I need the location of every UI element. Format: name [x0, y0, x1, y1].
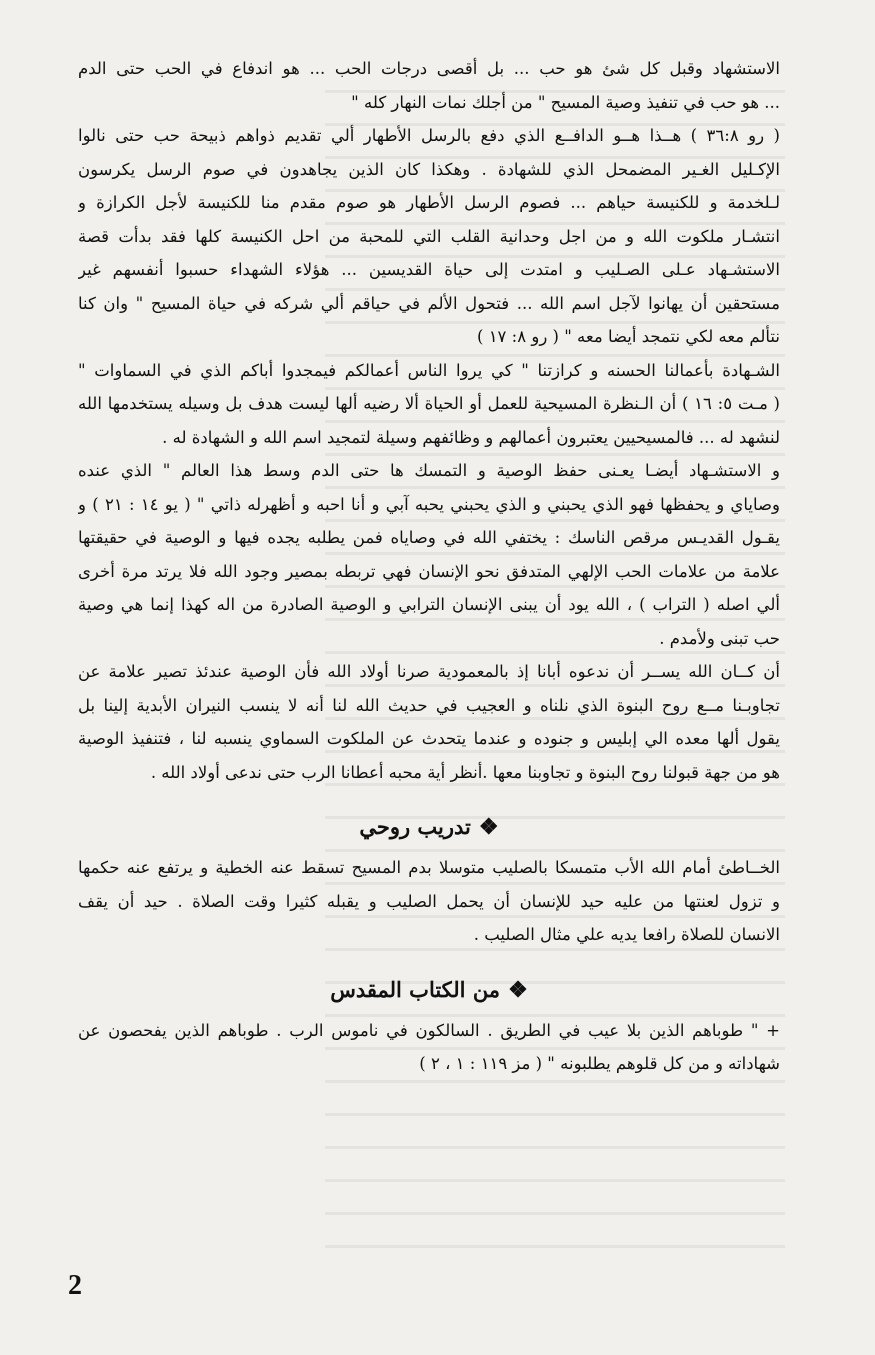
- bible-paragraph: [78, 1014, 780, 1081]
- text-line: أن كــان الله يســر أن ندعوه أبانا إذ بالمعمودية صرنا أولاد الله فأن الوصية عندئذ تصير علامة عن: [78, 662, 780, 681]
- page-number: 2: [68, 1270, 82, 1301]
- paragraph: [78, 454, 780, 655]
- paragraph: [78, 354, 780, 455]
- text-line: ( رو ٣٦:٨ ) هــذا هــو الدافــع الذي دفع بالرسل الأطهار ألي تقديم ذواهم ذبيحة حب حتى نالوا: [78, 126, 780, 145]
- text-line: مستحقين أن يهانوا لآجل اسم الله ... فتحول الألم في حياقم ألي شركه في حياة المسيح " وان كنا: [78, 293, 780, 313]
- paragraph: [78, 119, 780, 354]
- training-paragraph: [78, 851, 780, 952]
- text-line: ( مـت ٥: ١٦ ) أن الـنظرة المسيحية للعمل أو الحياة ألا رضيه ألها ليست هدف بل وسيله يستخدمها الله: [78, 394, 780, 413]
- text-line: تجاوبـنا مــع روح البنوة الذي نلناه و العجيب في حديث الله لنا أنه لا ينسب النيران الأبدية إلينا بل: [78, 695, 780, 715]
- text-line: حب تبنى ولأمدم .: [659, 628, 780, 648]
- diamond-bullet-icon: ❖: [508, 976, 528, 1003]
- text-line: وصاياي و يحفظها فهو الذي يحبني و الذي يحبني يحبه آبي و أنا احبه و أظهرله ذاتي " ( يو ١٤ : ٢١ ) و: [78, 494, 780, 514]
- text-line: الإكـليل الغـير المضمحل الذي للشهادة . وهكذا كان الذين يجاهدون في صوم الرسل يكرسون: [78, 159, 780, 179]
- body-paragraphs: [78, 52, 780, 789]
- text-line: انتشـار ملكوت الله و من اجل وحدانية القلب التي للمحبة من احل الكنيسة كلها فقد بدأت قصة: [78, 226, 780, 246]
- text-line: علامة من علامات الحب الإلهي المتدفق نحو الإنسان فهي تربطه بمصير وجود الله فلا يرتد مرة أخرى: [78, 561, 780, 581]
- text-line: يقـول القديـس مرقص الناسك : يختفي الله في وصاياه فمن يطلبه يجده فيها و الوصية في حقيقتها: [78, 528, 780, 547]
- text-line: الاستشهاد وقبل كل شئ هو حب ... بل أقصى درجات الحب ... هو اندفاع في الحب حتى الدم: [78, 59, 780, 78]
- text-line: هو من جهة قبولنا روح البنوة و تجاوبنا معها .أنظر أية محبه أعطانا الرب حتى ندعى أولاد الله .: [150, 762, 780, 782]
- text-line: يقول ألها معده الي إبليس و جنوده و عندما يتحدث عن الملكوت السماوي ينسبه لنا ، فتنفيذ الوصية: [78, 729, 780, 748]
- text-line: لنشهد له ... فالمسيحيين يعتبرون أعمالهم و وظائفهم وسيلة لتمجيد اسم الله و الشهادة له .: [162, 427, 780, 447]
- diamond-bullet-icon: ❖: [478, 814, 499, 840]
- text-line: الانسان للصلاة رافعا يديه علي مثال الصليب .: [473, 925, 780, 944]
- text-line: ألي اصله ( التراب ) ، الله يود أن يبنى الإنسان الترابي و الوصية الصادرة من اله كهذا إنما هي وصية: [78, 595, 780, 614]
- paragraph: [78, 655, 780, 789]
- text-line: ... هو حب في تنفيذ وصية المسيح " من أجلك نمات النهار كله ": [351, 92, 780, 112]
- text-line: نتألم معه لكي نتمجد أيضا معه " ( رو ٨: ١٧ ): [477, 327, 780, 346]
- section-heading-training: ❖تدريب روحي: [359, 814, 499, 840]
- text-line: شهاداته و من كل قلوهم يطلبونه " ( مز ١١٩ : ١ ، ٢ ): [419, 1054, 780, 1073]
- text-line: الاستشـهاد عـلى الصـليب و امتدت إلى حياة القديسين ... هؤلاء الشهداء حسبوا أنفسهم غير: [78, 260, 780, 279]
- paragraph: [78, 52, 780, 119]
- text-line: الشـهادة بأعمالنا الحسنه و كرازتنا " كي يروا الناس أعمالكم فيمجدوا أباكم الذي في السماوات ": [78, 360, 780, 380]
- text-line: و تزول لعنتها من عليه حيد للإنسان أن يحمل الصليب و يقبله كثيرا وقت الصلاة . حيد أن يقف: [78, 891, 780, 911]
- section-spiritual-training: [78, 807, 780, 952]
- section-from-bible: [78, 970, 780, 1081]
- main-text: [78, 52, 780, 1081]
- text-line: الخــاطئ أمام الله الأب متمسكا بالصليب متوسلا بدم المسيح تسقط عنه الخطية و يرتفع عنه حكمها: [78, 858, 780, 877]
- section-heading-bible: ❖من الكتاب المقدس: [330, 976, 528, 1003]
- text-line: + " طوباهم الذين بلا عيب في الطريق . السالكون في ناموس الرب . طوباهم الذين يفحصون عن: [78, 1020, 780, 1040]
- text-line: و الاستشـهاد أيضـا يعـنى حفظ الوصية و التمسك ها حتى الدم وسط هذا العالم " الذي عنده: [78, 461, 780, 480]
- text-line: لـلخدمة و للكنيسة حياهم ... فصوم الرسل الأطهار هو صوم مقدم منا للكنيسة لأجل الكرازة و: [78, 193, 780, 212]
